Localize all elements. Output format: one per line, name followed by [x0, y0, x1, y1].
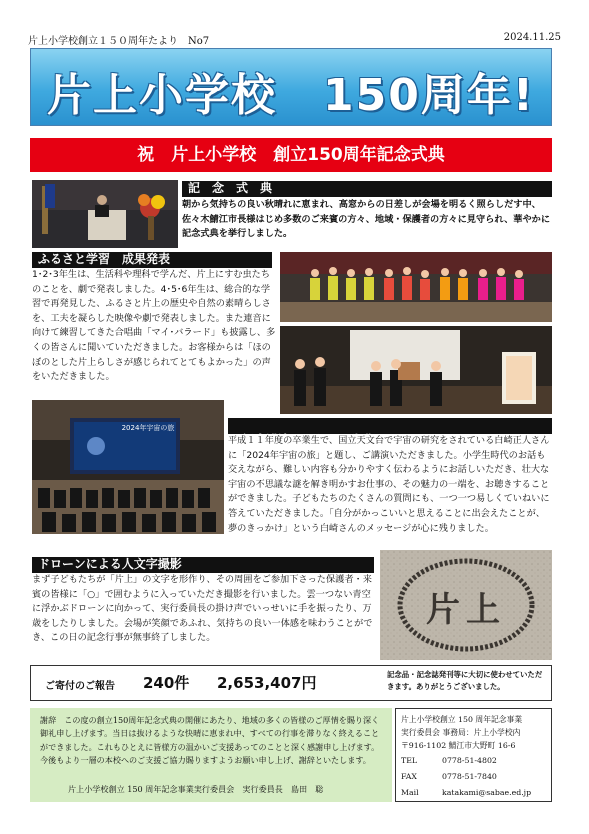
drone-aerial-photo	[380, 550, 552, 660]
lecture-screen-text: 2024年宇宙の旅	[121, 424, 175, 432]
office-address: 〒916-1102 鯖江市大野町 16-6	[401, 741, 516, 750]
ceremony-heading: 記 念 式 典	[182, 181, 552, 197]
donation-note: 記念品・記念誌発刊等に大切に使わせていただきます。ありがとうございました。	[387, 670, 543, 691]
office-tel-label: TEL	[401, 756, 418, 765]
title-banner	[30, 48, 552, 126]
performance-photo-1	[280, 252, 552, 322]
office-line2: 実行委員会 事務局：片上小学校内	[401, 728, 521, 737]
drone-heading: ドローンによる人文字撮影	[32, 557, 374, 573]
hometown-heading: ふるさと学習 成果発表	[32, 252, 272, 268]
page-title: 片上小学校 150周年!	[47, 70, 535, 121]
ceremony-text: 朝から気持ちの良い秋晴れに恵まれ、高窓からの日差しが会場を明るく照らしだす中、佐々木鯖江市長様はじめ多数のご来賓の方々、地域・保護者の方々に見守られ、華やかに記念式典を挙行しました。	[182, 199, 551, 240]
lecture-text: 平成１１年度の卒業生で、国立天文台で宇宙の研究をされている白崎正人さんに「2024年宇宙の旅」と題し、ご講演いただきました。小学生時代のお話も交えながら、難しい内容も分かりやすく伝わるようにお話しいただき、壮大な宇宙の不思議な謎を解き明かすお仕事の、その魅力の一端を、お聴きすることができました。子どもたちのたくさんの質問にも、一つ一つ易しくていねいに答えていただきました。「自分がかっこいいと思えることに出会えたことが、夢のきっかけ」という白崎さんのメッセージが心に残りました。	[228, 435, 550, 534]
newsletter-name: 片上小学校創立１５０周年たより No7	[28, 36, 210, 47]
office-mail[interactable]: katakami@sabae.ed.jp	[442, 788, 532, 797]
drone-human-letters: 片上	[426, 590, 506, 630]
issue-date: 2024.11.25	[503, 32, 561, 43]
donation-label: ご寄付のご報告	[45, 681, 115, 692]
performance-photo-2	[280, 326, 552, 414]
thanks-signature: 片上小学校創立 150 周年記念事業実行委員会 実行委員長 島田 聡	[68, 784, 324, 794]
office-fax: 0778-51-7840	[442, 772, 497, 781]
ceremony-banner: 祝 片上小学校 創立150周年記念式典	[30, 138, 552, 172]
lecture-heading	[228, 418, 552, 434]
office-mail-label: Mail	[401, 788, 419, 797]
donation-amount: 2,653,407円	[217, 674, 317, 692]
office-contact-box	[395, 708, 552, 802]
office-line1: 片上小学校創立 150 周年記念事業	[401, 715, 523, 724]
office-fax-label: FAX	[401, 772, 417, 781]
office-tel: 0778-51-4802	[442, 756, 497, 765]
lecture-photo	[32, 400, 224, 534]
hometown-text: 1･2･3年生は、生活科や理科で学んだ、片上にすむ虫たちのことを、劇で発表しました。4･5･6年生は、総合的な学習で再発見した、ふるさと片上の歴史や自然の素晴らしさを、工夫を凝らした映像や劇で発表しました。また連音に向けて練習してきた合唱曲「マイ･バラード」も披露し、多くの皆さんに聞いていただきました。お客様からは「ほのぼのとした片上らしさが感じられてとてもよかった」の声をいただきました。	[32, 269, 276, 383]
drone-text: まず子どもたちが「片上」の文字を形作り、その周囲をご参加下さった保護者・来賓の皆様に「○」で囲むように入っていただき撮影を行いました。雲一つない青空に浮かぶドローンに向かって、実行委員長の掛け声でいっせいに手を振ったり、万歳をしたりしました。会場が笑顔であふれ、気持ちの良い一体感を味わうことができ、この日の記念行事が無事終了しました。	[32, 574, 373, 644]
ceremony-photo	[32, 180, 178, 248]
thanks-message-box	[30, 708, 392, 802]
thanks-text: 謝辞 この度の創立150周年記念式典の開催にあたり、地域の多くの皆様のご厚情を賜り深く御礼申し上げます。当日は抜けるような快晴に恵まれ中、すべての行事を滞りなく終えることができました。これもひとえに皆様方の温かいご支援あってのことと深く感謝申し上げます。今後もより一層の本校へのご支援ご協力賜りますようお願い申し上げ、謝辞といたします。	[40, 715, 380, 766]
donation-count: 240件	[143, 674, 190, 692]
donation-report	[30, 665, 552, 701]
